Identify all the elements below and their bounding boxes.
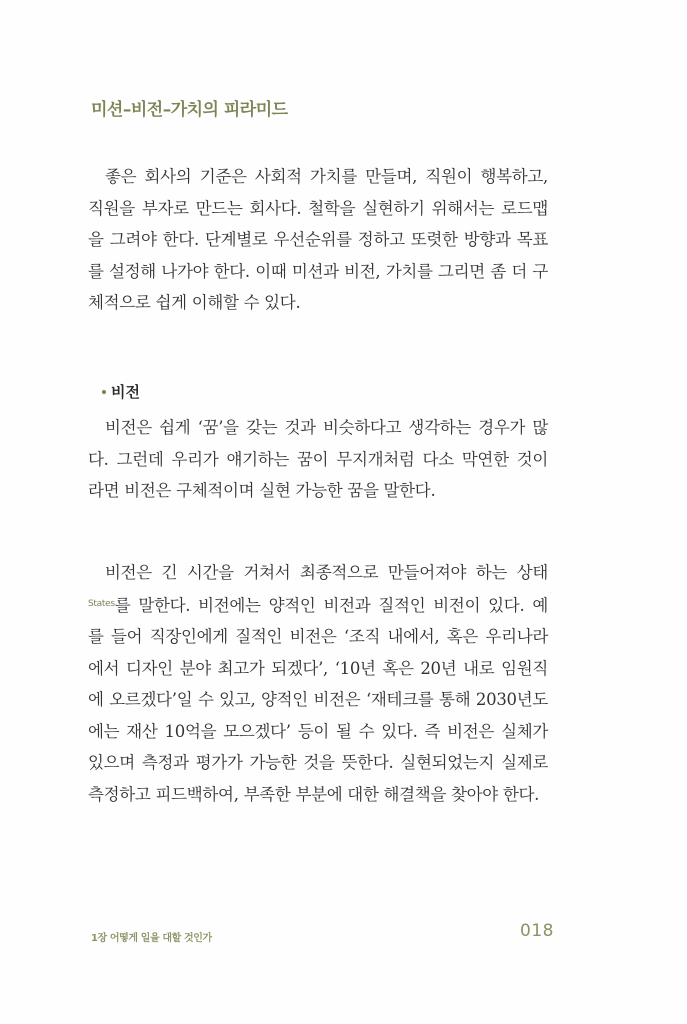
text-line: 비전은 쉽게 ‘꿈’을 갖는 것과 비슷하다고 생각하는 경우가 많 — [105, 418, 548, 437]
gloss-annotation: States — [88, 598, 115, 609]
footer-chapter-title: 1장 어떻게 일을 대할 것인가 — [91, 933, 212, 944]
text-line: 체적으로 쉽게 이해할 수 있다. — [88, 293, 301, 312]
text-line: 직원을 부자로 만드는 회사다. 철학을 실현하기 위해서는 로드맵 — [88, 198, 548, 218]
text-fragment: 를 말한다. 비전에는 양적인 비전과 질적인 비전이 있다. 예 — [114, 595, 548, 615]
page-number: 018 — [520, 921, 554, 941]
text-line: 비전은 긴 시간을 거쳐서 최종적으로 만들어져야 하는 상태 — [105, 563, 548, 582]
vision-paragraph-1 — [88, 412, 548, 507]
text-line: 를 들어 직장인에게 질적인 비전은 ‘조직 내에서, 혹은 우리나라 — [88, 627, 548, 646]
intro-paragraph — [88, 161, 548, 319]
text-line: 있으며 측정과 평가가 가능한 것을 뜻한다. 실현되었는지 실제로 — [88, 753, 548, 772]
bullet-dot-icon — [102, 390, 106, 394]
text-line: 좋은 회사의 기준은 사회적 가치를 만들며, 직원이 행복하고, — [105, 167, 548, 186]
text-line: 에 오르겠다’일 수 있고, 양적인 비전은 ‘재테크를 통해 2030년도 — [88, 690, 548, 709]
vision-paragraph-2 — [88, 557, 548, 810]
text-line: 측정하고 피드백하여, 부족한 부분에 대한 해결책을 찾아야 한다. — [88, 784, 540, 804]
text-line: 에서 디자인 분야 최고가 되겠다’, ‘10년 혹은 20년 내로 임원직 — [88, 658, 548, 678]
subheading-vision — [102, 381, 140, 402]
text-line-with-gloss — [88, 589, 548, 622]
subheading-label: 비전 — [111, 383, 140, 401]
text-line: 을 그려야 한다. 단계별로 우선순위를 정하고 또렷한 방향과 목표 — [88, 230, 548, 249]
text-line: 라면 비전은 구체적이며 실현 가능한 꿈을 말한다. — [88, 481, 436, 500]
text-line: 에는 재산 10억을 모으겠다’ 등이 될 수 있다. 즉 비전은 실체가 — [88, 721, 548, 741]
section-title: 미션–비전–가치의 피라미드 — [91, 100, 288, 120]
text-line: 다. 그런데 우리가 얘기하는 꿈이 무지개처럼 다소 막연한 것이 — [88, 449, 548, 469]
text-line: 를 설정해 나가야 한다. 이때 미션과 비전, 가치를 그리면 좀 더 구 — [88, 261, 548, 281]
